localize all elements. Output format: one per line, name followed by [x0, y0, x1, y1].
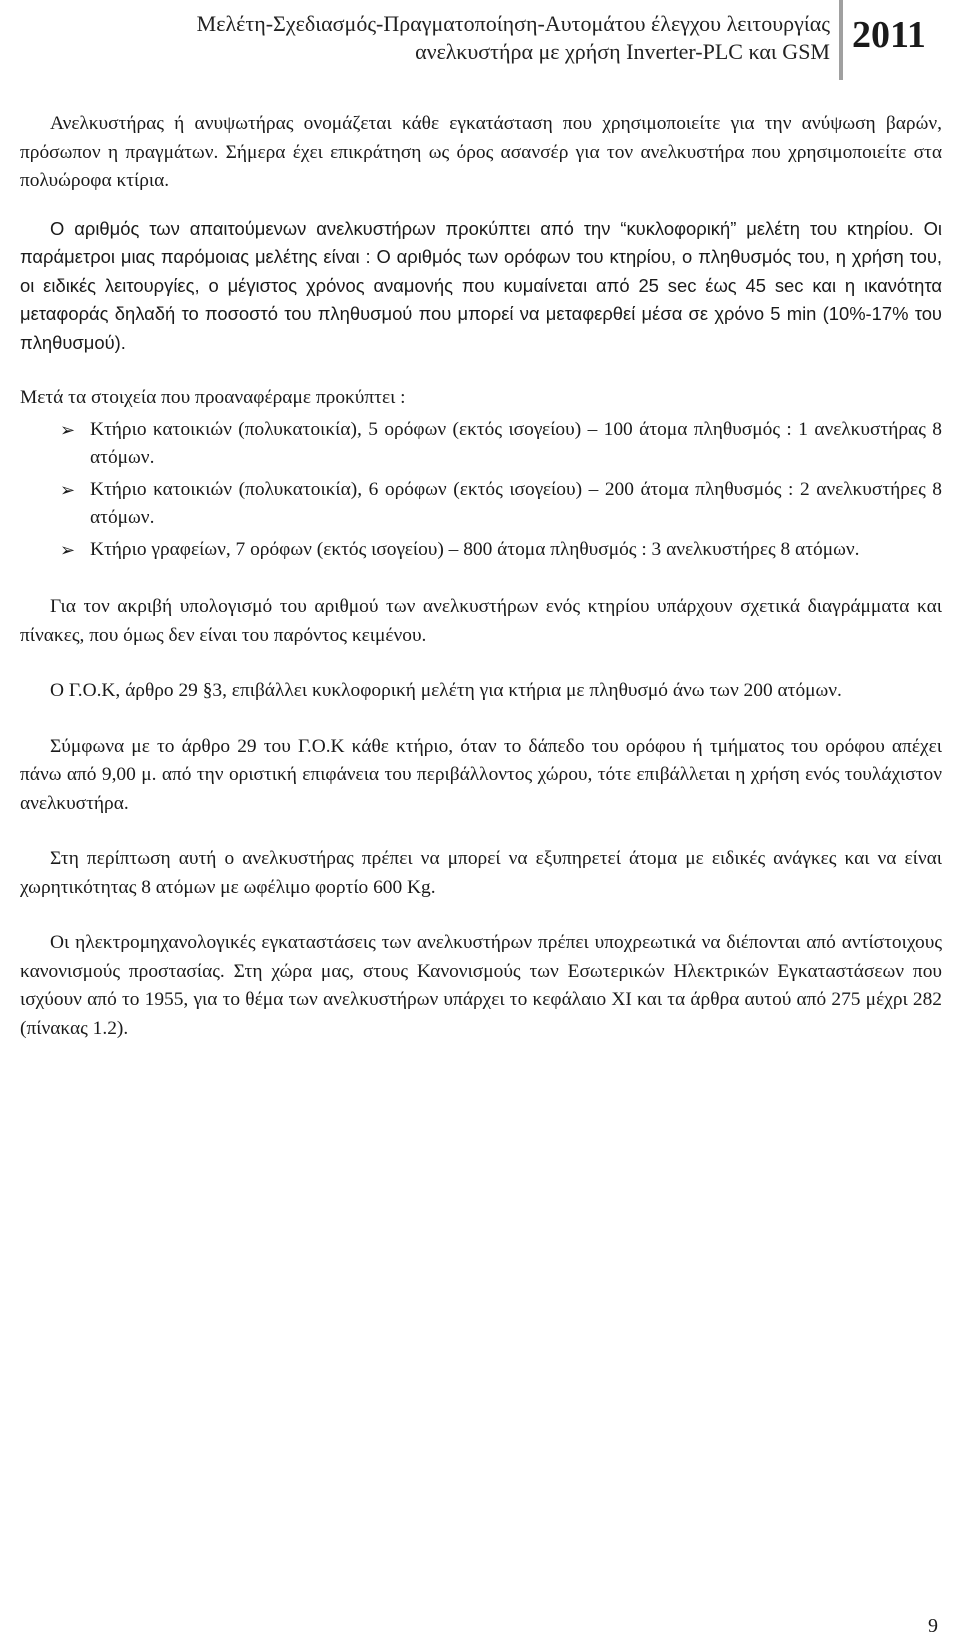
list-item-text: Κτήριο κατοικιών (πολυκατοικία), 6 ορόφων (εκτός ισογείου) – 200 άτομα πληθυσμός : 2 ανελκυστήρες 8 ατόμων.	[90, 478, 942, 528]
document-body	[20, 110, 942, 1043]
header-title-line2: ανελκυστήρα με χρήση Inverter-PLC και GSM	[415, 39, 830, 64]
paragraph-lift-definition: Ανελκυστήρας ή ανυψωτήρας ονομάζεται κάθε εγκατάσταση που χρησιμοποιείτε για την ανύψωση βαρών, πρόσωπον η πραγμάτων. Σήμερα έχει επικράτηση ως όρος ασανσέρ για τον ανελκυστήρα που χρησιμοποιείτε στα πολυώροφα κτίρια.	[20, 113, 942, 191]
header-separator	[839, 0, 843, 80]
list-item	[20, 476, 942, 533]
paragraph-calculation: Για τον ακριβή υπολογισμό του αριθμού των ανελκυστήρων ενός κτηρίου υπάρχουν σχετικά διαγράμματα και πίνακες, που όμως δεν είναι του παρόντος κειμένου.	[20, 596, 942, 646]
paragraph-floor-height: Σύμφωνα με το άρθρο 29 του Γ.Ο.Κ κάθε κτήριο, όταν το δάπεδο του ορόφου ή τμήματος του ορόφου απέχει πάνω από 9,00 μ. από την οριστική επιφάνεια του περιβάλλοντος χώρου, τότε επιβάλλεται η χρήση ενός τουλάχιστον ανελκυστήρα.	[20, 735, 942, 814]
header-title-line1: Μελέτη-Σχεδιασμός-Πραγματοποίηση-Αυτομάτου έλεγχου λειτουργίας	[196, 11, 830, 36]
list-item-text: Κτήριο κατοικιών (πολυκατοικία), 5 ορόφων (εκτός ισογείου) – 100 άτομα πληθυσμός : 1 ανελκυστήρας 8 ατόμων.	[90, 418, 942, 468]
paragraph-regulations: Οι ηλεκτρομηχανολογικές εγκαταστάσεις των ανελκυστήρων πρέπει υποχρεωτικά να διέπονται από αντίστοιχους κανονισμούς προστασίας. Στη χώρα μας, στους Κανονισμούς των Εσωτερικών Ηλεκτρικών Εγκαταστάσεων που ισχύουν από το 1955, για το θέμα των ανελκυστήρων υπάρχει το κεφάλαιο ΧΙ και τα άρθρα αυτού από 275 μέχρι 282 (πίνακας 1.2).	[20, 932, 942, 1039]
paragraph-list-intro: Μετά τα στοιχεία που προαναφέραμε προκύπτει :	[20, 387, 406, 408]
paragraph-gok-article: Ο Γ.Ο.Κ, άρθρο 29 §3, επιβάλλει κυκλοφορική μελέτη για κτήρια με πληθυσμό άνω των 200 ατόμων.	[50, 680, 842, 701]
arrowhead-bullet-icon: ➢	[60, 479, 76, 500]
paragraph-traffic-study: Ο αριθμός των απαιτούμενων ανελκυστήρων προκύπτει από την “κυκλοφορική” μελέτη του κτηρίου. Οι παράμετροι μιας παρόμοιας μελέτης είναι : Ο αριθμός των ορόφων του κτηρίου, ο πληθυσμός του, η χρήση του, οι ειδικές λειτουργίες, ο μέγιστος χρόνος αναμονής που κυμαίνεται από 25 sec έως 45 sec και η ικανότητα μεταφοράς δηλαδή το ποσοστό του πληθυσμού που μπορεί να μεταφερθεί μέσα σε χρόνο 5 min (10%-17% του πληθυσμού).	[20, 217, 942, 353]
arrowhead-bullet-icon: ➢	[60, 539, 76, 560]
list-item-text: Κτήριο γραφείων, 7 ορόφων (εκτός ισογείου) – 800 άτομα πληθυσμός : 3 ανελκυστήρες 8 ατόμων.	[90, 538, 860, 560]
header-title	[197, 10, 830, 66]
list-item	[20, 536, 942, 565]
page-header	[0, 0, 960, 80]
list-item	[20, 416, 942, 473]
paragraph-accessibility: Στη περίπτωση αυτή ο ανελκυστήρας πρέπει να μπορεί να εξυπηρετεί άτομα με ειδικές ανάγκες και να είναι χωρητικότητας 8 ατόμων με ωφέλιμο φορτίο 600 Kg.	[20, 848, 942, 898]
header-year: 2011	[852, 14, 926, 56]
arrowhead-bullet-icon: ➢	[60, 419, 76, 440]
page-number: 9	[928, 1615, 938, 1637]
bullet-list	[20, 416, 942, 565]
